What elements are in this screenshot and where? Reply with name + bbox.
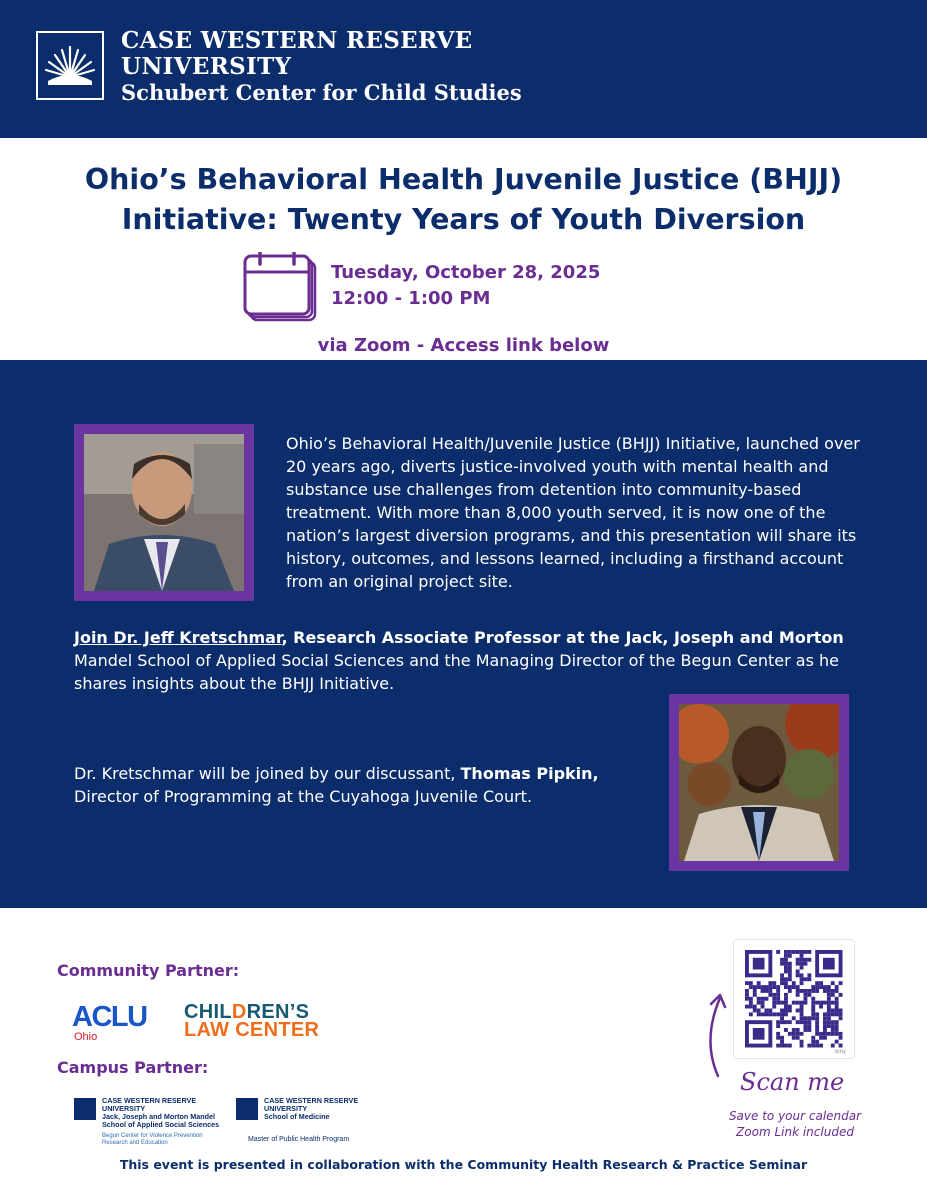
footer-note: This event is presented in collaboration with the Community Health Research & Practice Seminar	[119, 1157, 808, 1172]
speaker-portrait	[84, 434, 244, 591]
center-name: Schubert Center for Child Studies	[121, 80, 522, 105]
aclu-name: ACLU	[72, 1001, 147, 1033]
event-date: Tuesday, October 28, 2025	[331, 262, 601, 283]
event-time: 12:00 - 1:00 PM	[331, 288, 491, 309]
discussant-intro-text: Dr. Kretschmar will be joined by our discussant,	[74, 764, 461, 783]
scan-me-label: Scan me	[740, 1068, 845, 1096]
event-title-line1: Ohio’s Behavioral Health Juvenile Justice (BHJJ)	[84, 163, 843, 196]
campus-partner-label: Campus Partner:	[57, 1058, 209, 1077]
qr-code[interactable]	[733, 939, 855, 1059]
event-title	[0, 160, 927, 240]
discussant-photo-pipkin	[669, 694, 849, 871]
calendar-icon	[242, 252, 318, 324]
speaker-intro	[74, 626, 864, 695]
main-section	[0, 360, 927, 908]
speaker-title-bold: , Research Associate Professor at the Jack, Joseph and Morton	[281, 628, 844, 647]
qr-code-image[interactable]	[734, 940, 854, 1058]
speaker-link[interactable]: Join Dr. Jeff Kretschmar	[74, 628, 282, 647]
university-name: CASE WESTERN RESERVE	[121, 27, 473, 54]
discussant-portrait	[679, 704, 839, 861]
curved-arrow-icon	[700, 990, 730, 1080]
university-logo	[36, 31, 104, 100]
aclu-ohio-logo	[72, 1003, 147, 1043]
qr-note-line1: Save to your calendar	[728, 1109, 862, 1123]
qr-note	[717, 1108, 873, 1140]
clc-line2: LAW CENTER	[184, 1019, 320, 1041]
discussant-name: Thomas Pipkin,	[460, 764, 599, 783]
sunburst-icon	[38, 33, 102, 98]
speaker-photo-kretschmar	[74, 424, 254, 601]
discussant-role: Director of Programming at the Cuyahoga Juvenile Court.	[74, 787, 533, 806]
speaker-title-rest: Mandel School of Applied Social Sciences and the Managing Director of the Begun Center as he shares insights about the BHJJ Initiative.	[74, 651, 839, 693]
qr-note-line2: Zoom Link included	[736, 1125, 854, 1139]
aclu-state: Ohio	[74, 1031, 98, 1043]
cwru-logo-icon	[236, 1098, 258, 1120]
cwru-logo-icon	[74, 1098, 96, 1120]
header-banner	[0, 0, 927, 138]
university-name-line2: UNIVERSITY	[121, 53, 292, 80]
discussant-intro	[74, 762, 654, 808]
qr-brand-text: bitly	[835, 1049, 846, 1055]
mph-program-label: Master of Public Health Program	[248, 1136, 350, 1143]
event-location: via Zoom - Access link below	[317, 335, 610, 356]
event-description: Ohio’s Behavioral Health/Juvenile Justice (BHJJ) Initiative, launched over 20 years ago, diverts justice-involved youth with mental health and substance use challenges from detention into community-based treatment. With more than 8,000 youth served, it is now one of the nation’s largest diversion programs, and this presentation will share its history, outcomes, and lessons learned, including a firsthand account from an original project site.	[286, 434, 860, 591]
event-title-line2: Initiative: Twenty Years of Youth Diversion	[121, 203, 806, 236]
community-partner-label: Community Partner:	[57, 961, 240, 980]
childrens-law-center-logo: CHILDREN’S LAW CENTER	[184, 1001, 320, 1041]
